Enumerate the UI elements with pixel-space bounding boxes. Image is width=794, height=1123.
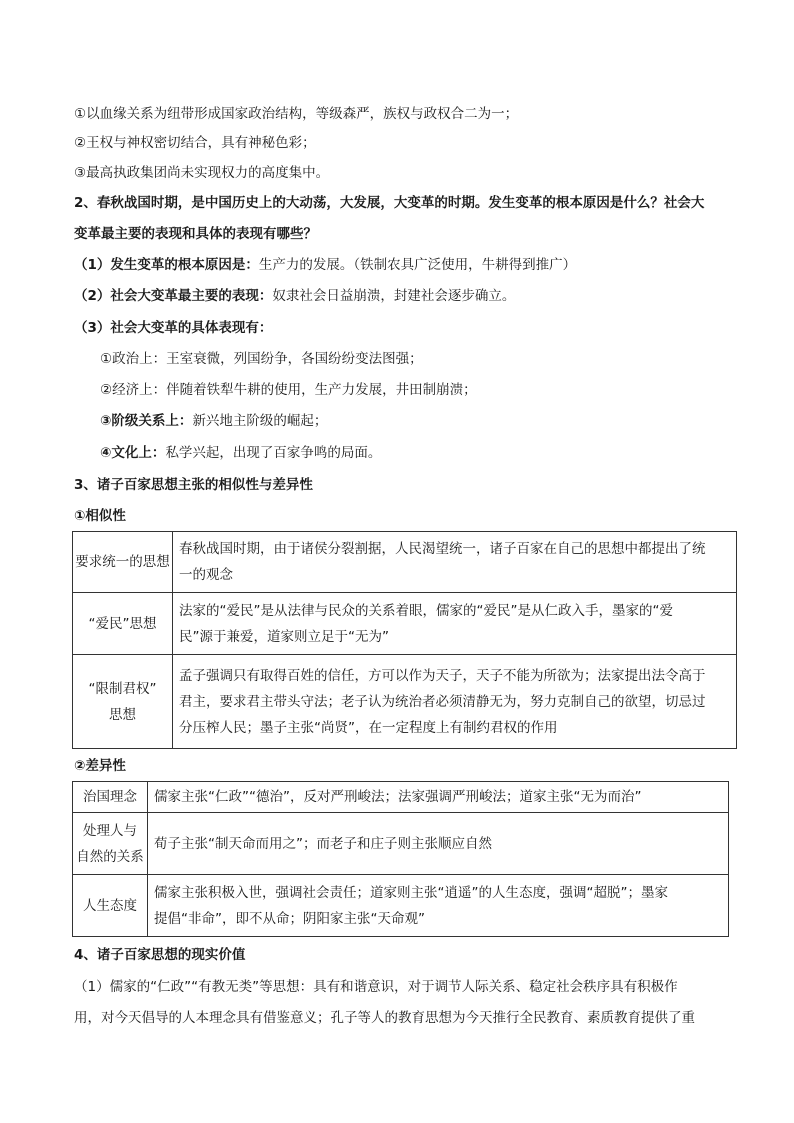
detail-economy-text: 伴随着铁犁牛耕的使用，生产力发展，井田制崩溃；: [166, 382, 477, 398]
question-4-title: 4、诸子百家思想的现实价值: [74, 947, 246, 963]
table-value-cell: [148, 782, 729, 813]
table-key-cell: [73, 813, 148, 875]
table-key-cell: [73, 593, 173, 655]
table-value-cell: [173, 655, 737, 749]
table-value-line: 儒家主张“仁政”“德治”，反对严刑峻法；法家强调严刑峻法；道家主张“无为而治”: [154, 789, 642, 805]
question-4-line-2: 用，对今天倡导的人本理念具有借鉴意义；孔子等人的教育思想为今天推行全民教育、素质教育提供了重: [74, 1010, 695, 1026]
table-key: 人生态度: [83, 897, 137, 914]
question-2-line-2: 变革最主要的表现和具体的表现有哪些？: [74, 226, 317, 242]
answer-1-label: （1）发生变革的根本原因是：: [74, 257, 259, 273]
table-key: 自然的关系: [76, 848, 144, 865]
answer-2-label: （2）社会大变革最主要的表现：: [74, 288, 273, 304]
table-value-line: 分压榨人民；墨子主张“尚贤”，在一定程度上有制约君权的作用: [179, 719, 558, 736]
similarity-title: ①相似性: [74, 508, 126, 524]
detail-class: [100, 411, 327, 431]
difference-table: [72, 781, 729, 937]
table-row: [73, 782, 729, 813]
table-value-line: 儒家主张积极入世，强调社会责任；道家则主张“逍遥”的人生态度，强调“超脱”；墨家: [154, 884, 668, 901]
table-key-cell: [73, 532, 173, 593]
detail-economy: [100, 380, 477, 400]
question-2-line-1: 2、春秋战国时期，是中国历史上的大动荡，大发展，大变革的时期。发生变革的根本原因是什么？社会大: [74, 195, 705, 211]
table-value-line: 一的观念: [179, 567, 233, 583]
table-value-line: 孟子强调只有取得百姓的信任，方可以作为天子，天子不能为所欲为；法家提出法令高于: [179, 667, 706, 684]
table-row: [73, 655, 737, 749]
table-value-line: 法家的“爱民”是从法律与民众的关系着眼，儒家的“爱民”是从仁政入手，墨家的“爱: [179, 602, 673, 619]
detail-culture-label: ④文化上：: [100, 445, 166, 461]
table-value-line: 提倡“非命”，即不从命；阴阳家主张“天命观”: [154, 910, 425, 927]
similarity-table: [72, 531, 737, 749]
table-value-line: 民”源于兼爱，道家则立足于“无为”: [179, 628, 389, 645]
table-key: “限制君权”: [88, 680, 157, 697]
detail-politics-text: 王室衰微，列国纷争，各国纷纷变法图强；: [166, 351, 423, 367]
table-key-cell: [73, 655, 173, 749]
answer-1-text: 生产力的发展。（铁制农具广泛使用，牛耕得到推广）: [258, 257, 577, 273]
detail-class-label: ③阶级关系上：: [100, 413, 193, 429]
table-key-cell: [73, 782, 148, 813]
table-value-cell: [148, 875, 729, 937]
difference-title: ②差异性: [74, 758, 126, 774]
detail-politics-label: ①政治上：: [100, 351, 167, 367]
table-value-cell: [173, 593, 737, 655]
table-key-cell: [73, 875, 148, 937]
answer-1: [74, 255, 576, 275]
table-value-line: 荀子主张“制天命而用之”；而老子和庄子则主张顺应自然: [154, 835, 492, 852]
table-value-line: 春秋战国时期，由于诸侯分裂割据，人民渴望统一，诸子百家在自己的思想中都提出了统: [179, 541, 706, 557]
table-key: 处理人与: [83, 822, 137, 839]
table-row: [73, 813, 729, 875]
detail-culture: [100, 443, 381, 463]
intro-point-3: ③最高执政集团尚未实现权力的高度集中。: [74, 165, 330, 181]
table-key: 思想: [109, 706, 136, 723]
detail-class-text: 新兴地主阶级的崛起；: [192, 413, 328, 429]
table-key: “爱民”思想: [88, 615, 157, 632]
table-key: 治国理念: [83, 789, 137, 805]
detail-culture-text: 私学兴起，出现了百家争鸣的局面。: [165, 445, 382, 461]
intro-point-2: ②王权与神权密切结合，具有神秘色彩；: [74, 135, 316, 151]
table-value-line: 君主，要求君主带头守法；老子认为统治者必须清静无为，努力克制自己的欲望，切忌过: [179, 693, 706, 710]
table-value-cell: [173, 532, 737, 593]
answer-3-label: （3）社会大变革的具体表现有：: [74, 320, 273, 336]
detail-politics: [100, 349, 423, 369]
detail-economy-label: ②经济上：: [100, 382, 167, 398]
question-3-title: 3、诸子百家思想主张的相似性与差异性: [74, 477, 313, 493]
intro-point-1: ①以血缘关系为纽带形成国家政治结构，等级森严，族权与政权合二为一；: [74, 106, 519, 122]
table-row: [73, 532, 737, 593]
question-4-line-1: （1）儒家的“仁政”“有教无类”等思想：具有和谐意识，对于调节人际关系、稳定社会秩序具有积极作: [74, 979, 678, 995]
table-key: 要求统一的思想: [75, 554, 170, 570]
table-row: [73, 875, 729, 937]
table-row: [73, 593, 737, 655]
table-value-cell: [148, 813, 729, 875]
answer-2: [74, 286, 515, 306]
answer-2-text: 奴隶社会日益崩溃，封建社会逐步确立。: [272, 288, 516, 304]
